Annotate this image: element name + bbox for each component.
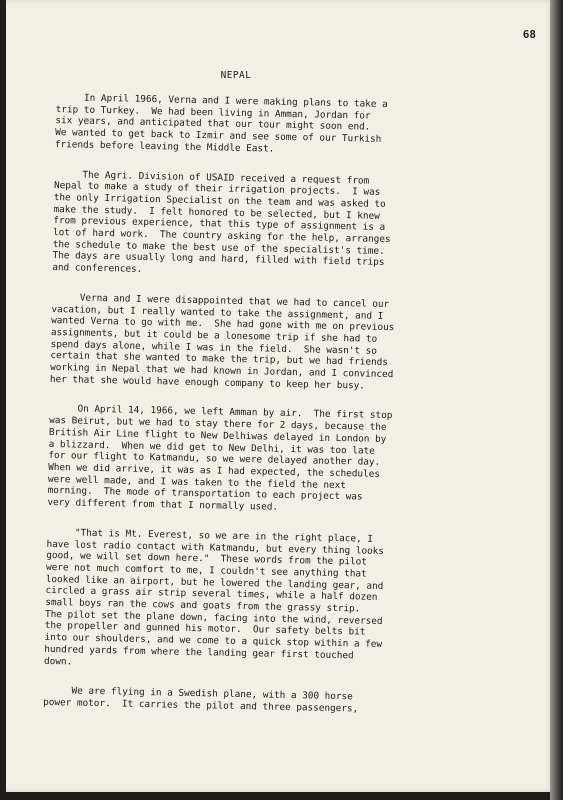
page-title: NEPAL [220,70,252,81]
paragraph: The Agri. Division of USAID received a request from Nepal to make a study of their irrigation projects. I was the only Irrigation Specialist on the team and was asked to make the study. I felt honored to be selected, but I knew from previous experience, that this type of assignment is a lot of hard work. The country asking for the help, arranges the schedule to make the best use of the specialist's time. The days are usually long and hard, filled with field trips and conferences. [52,168,391,275]
page-edge-shadow [550,0,563,800]
paragraph: "That is Mt. Everest, so we are in the right place, I have lost radio contact with Katmandu, but every thing looks good, we will set down here." These words from the pilot were not much comfort to me, I couldn't see anything that looked like an airport, but he lowered the landing gear, and circled a grass air strip several times, while a half dozen small boys ran the cows and goats from the grassy strip. The pilot set the plane down, facing into the wind, reversed the propeller and gunned his motor. Our safety belts bit into our shoulders, and we come to a quick stop within a few hundred yards from where the landing gear first touched down. [43,526,385,667]
page-number: 68 [522,28,536,41]
paragraph: On April 14, 1966, we left Amman by air. The first stop was Beirut, but we had to stay there for 2 days, because the British Air Line flight to New Delhiwas delayed in London by a blizzard. When we did get to New Delhi, it was too late for our flight to Katmandu, so we were delayed another day. When we did arrive, it was as I had expected, the schedules were well made, and I was taken to the field the next morning. The mode of transportation to each project was very different from that I normally used. [47,403,393,513]
document-page [6,0,554,792]
document-body [43,92,511,736]
paragraph: In April 1966, Verna and I were making plans to take a trip to Turkey. We had been living in Amman, Jordan for six years, and anticipated that our tour might soon end. We wanted to get back to Izmir and see some of our Turkish friends before leaving the Middle East. [54,92,388,155]
paragraph: We are flying in a Swedish plane, with a 300 horse power motor. It carries the pilot and three passengers, [43,685,359,715]
paragraph: Verna and I were disappointed that we had to cancel our vacation, but I really wanted to take the assignment, and I wanted Verna to go with me. She had gone with me on previous assignments, but it could be a lonesome trip if she had to spend days alone, while I was in the field. She wasn't so certain that she wanted to make the trip, but we had friends working in Nepal that we had known in Jordan, and I convinced her that she would have enough company to keep her busy. [49,291,395,392]
